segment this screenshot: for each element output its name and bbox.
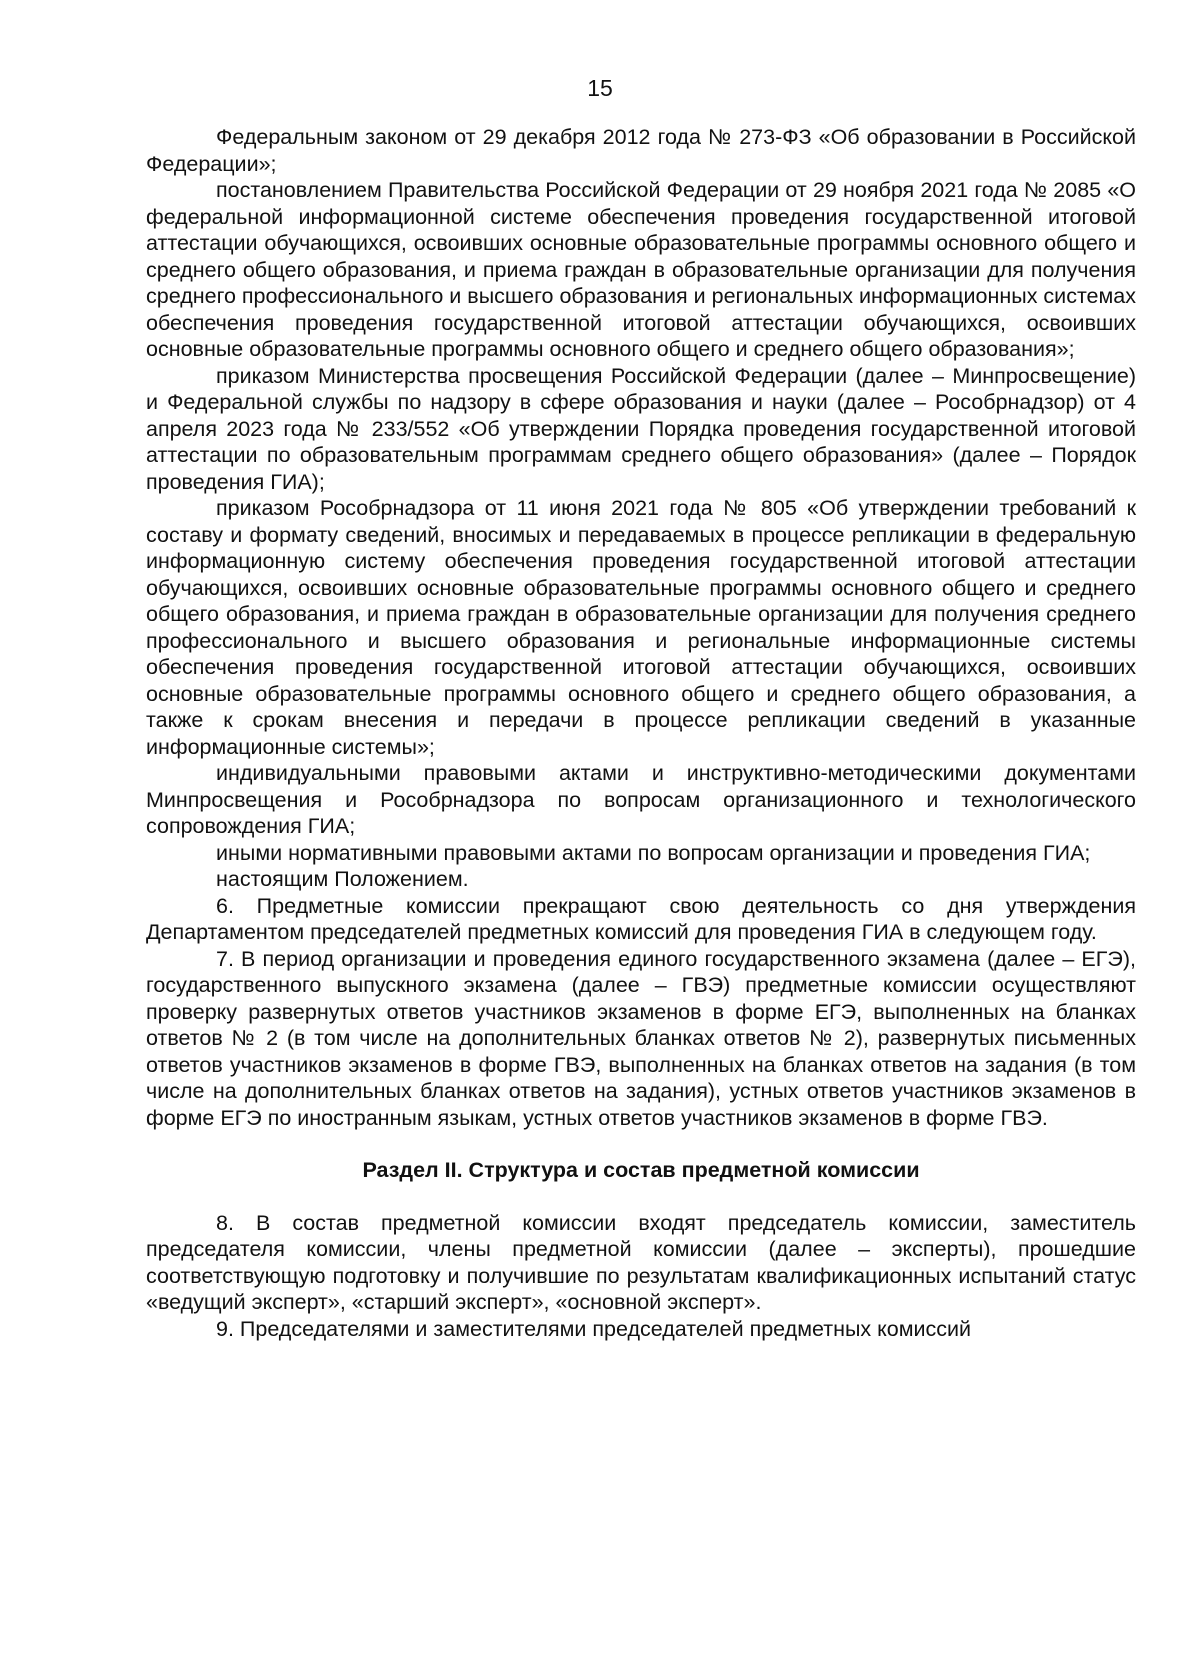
paragraph-item-6: 6. Предметные комиссии прекращают свою деятельность со дня утверждения Департаментом председателей предметных комиссий для проведения ГИА в следующем году. — [146, 893, 1136, 944]
paragraph-individual-acts: индивидуальными правовыми актами и инструктивно-методическими документами Минпросвещения и Рособрнадзора по вопросам организационного и технологического сопровождения ГИА; — [146, 761, 1136, 838]
section-heading: Раздел II. Структура и состав предметной комиссии — [362, 1158, 920, 1182]
document-body — [146, 124, 1136, 1342]
page-number: 15 — [587, 75, 613, 101]
paragraph-item-9: 9. Председателями и заместителями председателей предметных комиссий — [216, 1316, 972, 1341]
paragraph-rosobrnadzor-order: приказом Рособрнадзора от 11 июня 2021 года № 805 «Об утверждении требований к составу и формату сведений, вносимых и передаваемых в процессе репликации в федеральную информационную систему обеспечения проведения государственной итоговой аттестации обучающихся, освоивших основные образовательные программы основного общего и среднего общего образования, и приема граждан в образовательные организации для получения среднего профессионального и высшего образования и региональные информационные системы обеспечения проведения государственной итоговой аттестации обучающихся, освоивших основные образовательные программы основного общего и среднего общего образования, а также к срокам внесения и передачи в процессе репликации сведений в указанные информационные системы»; — [146, 496, 1136, 759]
paragraph-other-acts: иными нормативными правовыми актами по вопросам организации и проведения ГИА; — [216, 840, 1091, 865]
paragraph-this-regulation: настоящим Положением. — [216, 867, 469, 891]
paragraph-item-7: 7. В период организации и проведения единого государственного экзамена (далее – ЕГЭ), государственного выпускного экзамена (далее – ГВЭ) предметные комиссии осуществляют проверку развернутых ответов участников экзаменов в форме ЕГЭ, выполненных на бланках ответов № 2 (в том числе на дополнительных бланках ответов № 2), развернутых письменных ответов участников экзаменов в форме ГВЭ, выполненных на бланках ответов на задания (в том числе на дополнительных бланках ответов на задания), устных ответов участников экзаменов в форме ЕГЭ по иностранным языкам, устных ответов участников экзаменов в форме ГВЭ. — [146, 946, 1136, 1130]
paragraph-ministry-order: приказом Министерства просвещения Российской Федерации (далее – Минпросвещение) и Федеральной службы по надзору в сфере образования и науки (далее – Рособрнадзор) от 4 апреля 2023 года № 233/552 «Об утверждении Порядка проведения государственной итоговой аттестации по образовательным программам среднего общего образования» (далее – Порядок проведения ГИА); — [146, 363, 1136, 494]
paragraph-government-decree: постановлением Правительства Российской Федерации от 29 ноября 2021 года № 2085 «О федеральной информационной системе обеспечения проведения государственной итоговой аттестации обучающихся, освоивших основные образовательные программы основного общего и среднего общего образования, и приема граждан в образовательные организации для получения среднего профессионального и высшего образования и региональных информационных системах обеспечения проведения государственной итоговой аттестации обучающихся, освоивших основные образовательные программы основного общего и среднего общего образования»; — [146, 178, 1136, 361]
paragraph-item-8: 8. В состав предметной комиссии входят председатель комиссии, заместитель председателя комиссии, члены предметной комиссии (далее – эксперты), прошедшие соответствующую подготовку и получившие по результатам квалификационных испытаний статус «ведущий эксперт», «старший эксперт», «основной эксперт». — [146, 1210, 1136, 1314]
paragraph-federal-law: Федеральным законом от 29 декабря 2012 года № 273-ФЗ «Об образовании в Российской Федерации»; — [146, 125, 1136, 176]
